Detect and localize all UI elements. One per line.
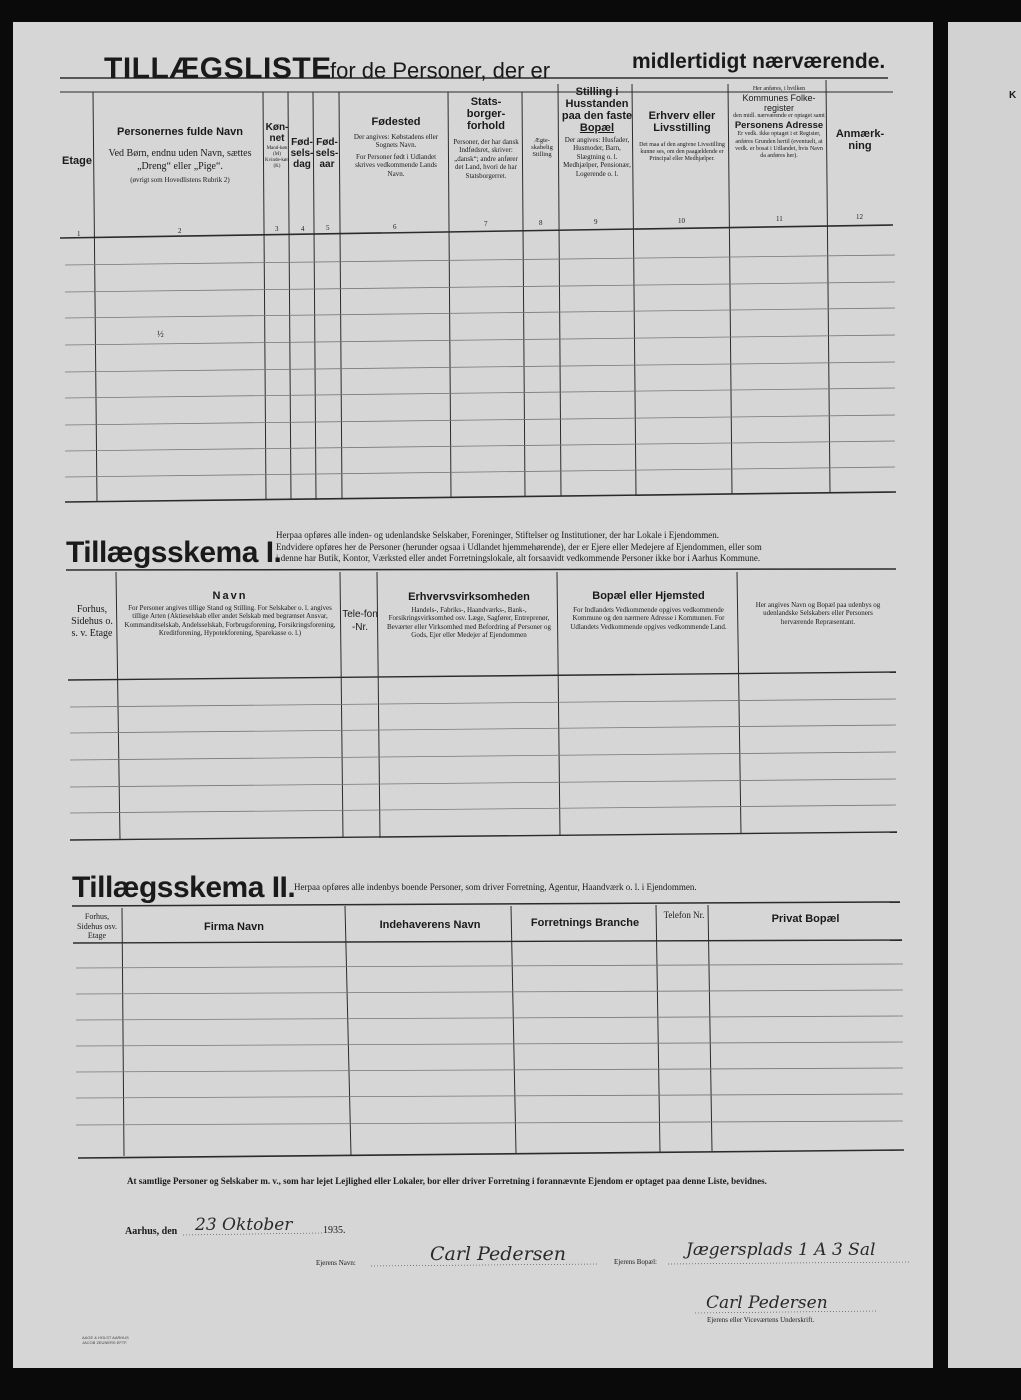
col-folkeregister-header (732, 86, 826, 160)
col-erhverv-title: Erhverv eller Livsstilling (648, 110, 716, 134)
handwritten-owner-name: Carl Pedersen (430, 1243, 566, 1265)
skema2-col-indehaver: Indehaverens Navn (379, 919, 481, 931)
col-navn-title: Personernes fulde Navn (117, 126, 243, 138)
signature-label: Ejerens eller Viceværtens Underskrift. (707, 1316, 815, 1324)
skema1-col-bopael (562, 590, 735, 631)
col-stilling-title2: Bopæl (579, 122, 615, 134)
skema1-col-etage: Forhus, Sidehus o. s. v. Etage (71, 604, 113, 639)
skema1-title: Tillægsskema I. (66, 536, 282, 569)
skema2-col-telefon: Telefon Nr. (663, 910, 705, 920)
col-statsborger-title: Stats-borger-forhold (466, 96, 506, 132)
col-navn-note: (øvrigt som Hovedlistens Rubrik 2) (130, 176, 230, 184)
skema1-col-bopael-title: Bopæl eller Hjemsted (592, 590, 705, 602)
skema1-col-navn-title: Navn (212, 590, 248, 602)
col-num-2: 2 (178, 227, 182, 235)
skema1-col-erhverv (383, 591, 555, 640)
skema1-description (276, 530, 901, 565)
col-foedested-title: Fødested (371, 116, 421, 128)
skema2-col-firma: Firma Navn (204, 921, 264, 933)
skema2-description: Herpaa opføres alle indenbys boende Personer, som driver Forretning, Agentur, Haandværk o. l. i Ejendommen. (294, 882, 697, 892)
owner-name-label: Ejerens Navn: (316, 1259, 356, 1267)
col-folkeregister-title2: Personens Adresse (734, 120, 824, 132)
col-aegteskab-header: Ægte-skabelig Stilling (531, 137, 553, 158)
year-label: 1935. (323, 1225, 346, 1236)
col-num-6: 6 (393, 223, 397, 231)
col-num-12: 12 (856, 213, 863, 221)
col-folkeregister-title: Kommunes Folke-register (742, 93, 816, 114)
skema2-col-privat-bopael: Privat Bopæl (771, 913, 840, 925)
skema2-col-branche: Forretnings Branche (530, 917, 640, 929)
skema1-desc-line2: Endvidere opføres her de Personer (herunder ogsaa i Udlandet hjemmehørende), der er Ejere eller Medejere af Ejendommen, eller som (276, 541, 762, 552)
col-num-7: 7 (484, 220, 488, 228)
main-title-middle: for de Personer, der er (330, 58, 551, 83)
col-num-3: 3 (275, 225, 279, 233)
col-folkeregister-mid: den midl. nærværende er optaget samt (733, 113, 825, 120)
owner-address-label: Ejerens Bopæl: (614, 1258, 657, 1266)
col-foedested-header (346, 116, 446, 178)
skema2-col-etage: Forhus, Sidehus osv. Etage (77, 912, 117, 941)
skema1-desc-line1: Herpaa opføres alle inden- og udenlandske Selskaber, Foreninger, Stiftelser og Institutioner, der har Lokale i Ejendommen. (276, 530, 720, 540)
col-navn-sub: Ved Børn, endnu uden Navn, sættes „Dreng“ eller „Pige“. (108, 148, 252, 172)
col-num-9: 9 (594, 218, 598, 226)
skema1-col-erhverv-title: Erhvervsvirksomheden (408, 591, 530, 603)
col-num-11: 11 (776, 215, 783, 223)
col-navn-header (100, 126, 260, 184)
col-statsborger-sub: Personer, der har dansk Indfødsret, skriver: „dansk“; andre anfører det Land, hvori de har Statsborgerret. (453, 138, 519, 180)
col-statsborger-header (452, 96, 520, 180)
printer-imprint: AAGE & HOLST AARHUS JACOB ZEUNERS EFTF. (82, 1335, 129, 1345)
skema1-col-navn (124, 590, 336, 638)
col-erhverv-header (636, 110, 728, 164)
col-num-8: 8 (539, 219, 543, 227)
col-foedested-note: For Personer født i Udlandet skrives vedkommende Lands Navn. (355, 152, 437, 178)
col-foedselsdag-header: Fød-sels-dag (290, 137, 314, 170)
place-label: Aarhus, den (125, 1226, 178, 1237)
col-foedselsaar-header: Fød-sels-aar (315, 137, 339, 170)
skema1-col-erhverv-sub: Handels-, Fabriks-, Haandværks-, Bank-, Forsikringsvirksomhed osv. Læge, Sagfører, Entreprenør, Beværter eller Virksomhed med Befordring af Personer og Gods, Ejer eller Medejer af Ejendommen (386, 606, 552, 640)
col-num-1: 1 (77, 230, 81, 238)
certification-text: At samtlige Personer og Selskaber m. v., som har lejet Lejlighed eller Lokaler, bor eller driver Forretning i forannævnte Ejendom er optaget paa denne Liste, bevidnes. (127, 1176, 767, 1186)
col-stilling-header (561, 86, 633, 178)
skema1-col-repraesentant: Her angives Navn og Bopæl paa udenbys og udenlandske Selskabers eller Personers herværende Repræsentant. (755, 601, 881, 626)
col-num-4: 4 (301, 225, 305, 233)
col-etage-header: Etage (62, 155, 92, 167)
adjacent-page-text: K (1009, 90, 1017, 101)
pencil-mark: ½ (157, 329, 164, 339)
skema1-col-navn-sub: For Personer angives tillige Stand og Stilling. For Selskaber o. l. angives tillige Arten (Aktieselskab eller andet Selskab med begrænset Ansvar, Kommanditselskab, Andelsselskab, Forbrugsforening, Forsikringsforening, Kreditforening, Hypotekforening, Sparekasse o. l.) (124, 604, 336, 638)
skema1-col-telefon: Tele-fon-Nr. (342, 609, 378, 633)
skema2-title: Tillægsskema II. (72, 871, 296, 904)
col-foedested-sub: Der angives: Købstadens eller Sognets Navn. (353, 133, 439, 150)
col-koen-header (265, 122, 289, 170)
main-title-end: midlertidigt nærværende. (632, 50, 886, 73)
main-title: TILLÆGSLISTE (104, 52, 332, 85)
skema1-desc-line3: i denne har Butik, Kontor, Værksted eller andet Forretningslokale, alt forsaavidt vedkommende Personer ikke bor i Aarhus Kommune. (276, 553, 761, 564)
col-anmaerkning-header: Anmærk-ning (835, 128, 885, 152)
skema1-col-bopael-sub: For Indlandets Vedkommende opgives vedkommende Kommune og den nærmere Adresse i Kommunen. For Udlandets Vedkommende opgives vedkommende Land. (570, 606, 727, 631)
col-num-10: 10 (678, 217, 685, 225)
handwritten-date: 23 Oktober (195, 1215, 293, 1235)
col-stilling-title: Stilling i Husstanden paa den faste (561, 86, 633, 122)
col-koen-sub: Mand-køn (M) Kvinde-køn (K) (265, 146, 289, 169)
col-koen-title: Køn-net (265, 122, 289, 144)
col-folkeregister-pre: Her anføres, i hvilken (752, 86, 806, 92)
handwritten-signature: Carl Pedersen (706, 1293, 828, 1313)
handwritten-owner-address: Jægersplads 1 A 3 Sal (686, 1240, 876, 1260)
col-stilling-sub: Der angives: Husfader, Husmoder, Barn, Slægtning o. l. Medhjælper, Pensionær, Logerende o. l. (563, 136, 631, 178)
col-folkeregister-sub: Er vedk. ikke optaget i et Register, anføres Grunden hertil (eventuelt, at vedk. er bosat i Udlandet, hvis Navn da anføres her). (735, 131, 823, 159)
col-num-5: 5 (326, 224, 330, 232)
col-erhverv-sub: Det maa af den angivne Livsstilling kunne ses, om den paagældende er Principal eller Medhjælper. (639, 142, 725, 163)
